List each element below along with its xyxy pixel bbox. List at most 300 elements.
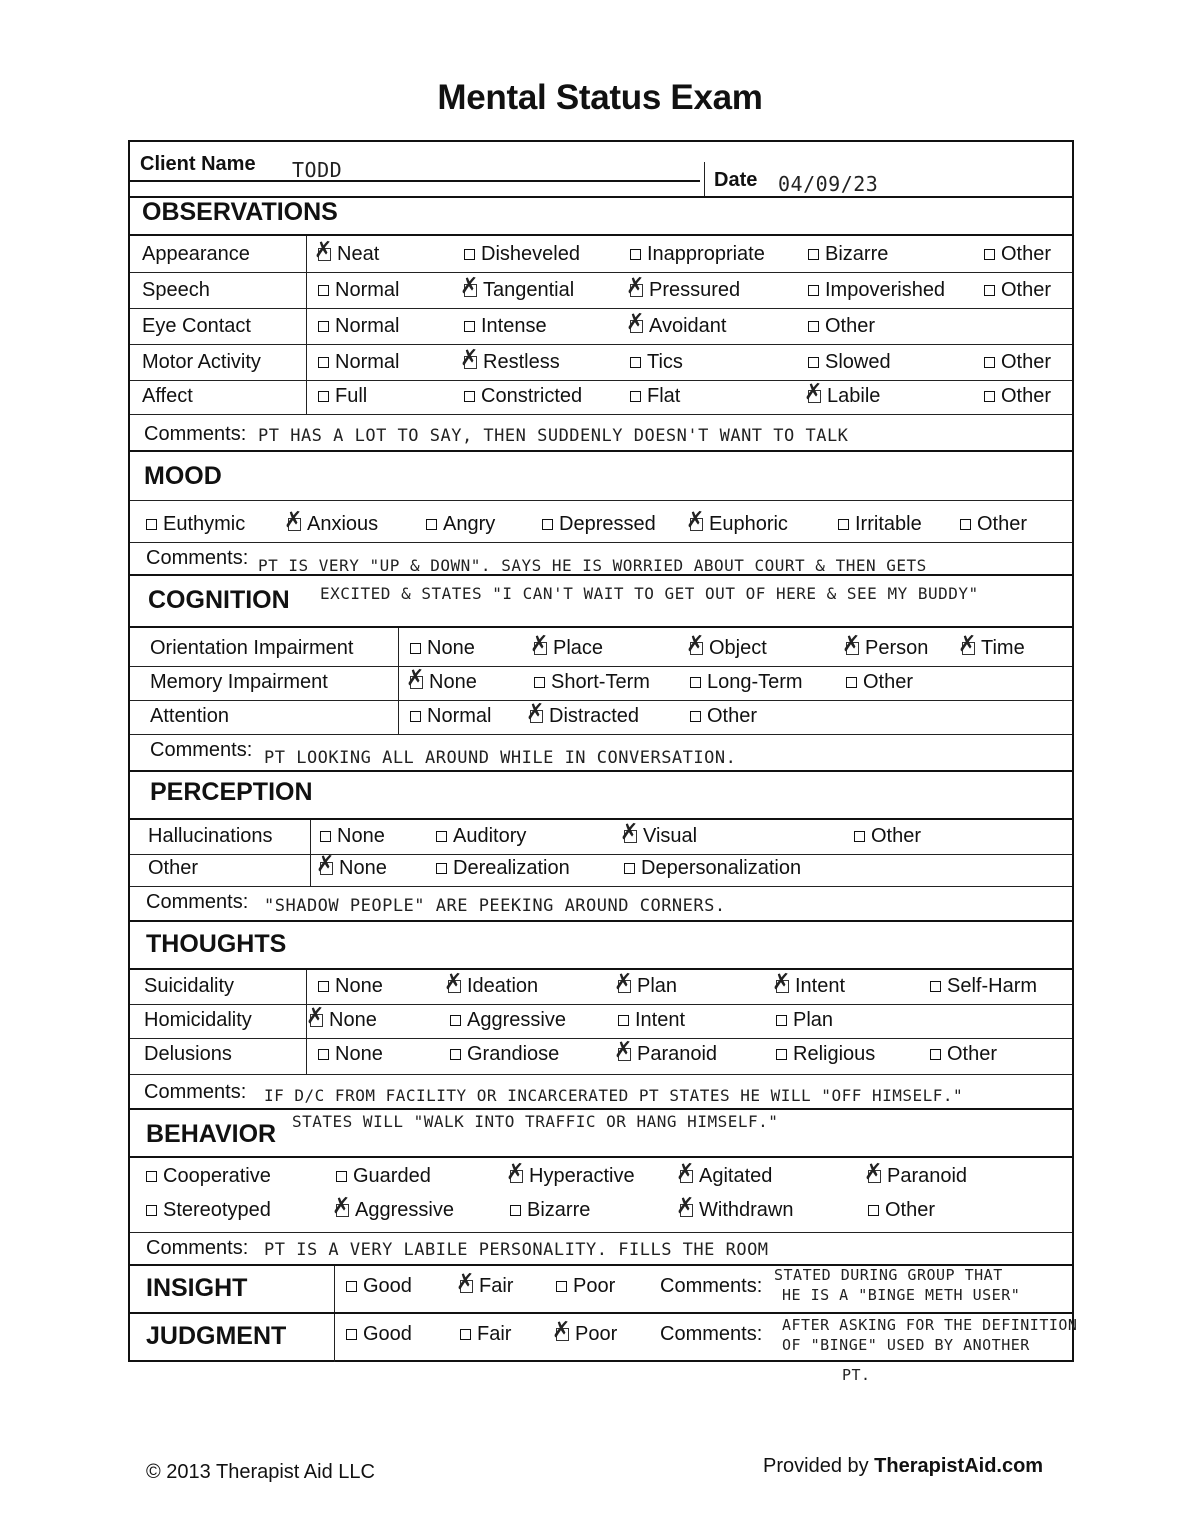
checked-checkbox-icon[interactable] [680, 1204, 693, 1217]
thoughts-comment-line1[interactable]: IF D/C FROM FACILITY OR INCARCERATED PT STATES HE WILL "OFF HIMSELF." [264, 1086, 964, 1105]
checked-checkbox-icon[interactable] [690, 642, 703, 655]
option-label: Intent [635, 1009, 686, 1031]
option-label: Aggressive [467, 1009, 566, 1031]
rule [130, 666, 1072, 667]
option-label: Intent [795, 975, 846, 997]
option-fair[interactable] [460, 1276, 513, 1296]
option-fair[interactable] [460, 1324, 511, 1344]
option-intent[interactable] [618, 1010, 685, 1030]
option-normal[interactable] [318, 352, 399, 372]
option-avoidant[interactable] [630, 316, 726, 336]
footer-brand: TherapistAid.com [874, 1455, 1044, 1477]
option-other[interactable] [984, 386, 1051, 406]
checkbox-icon[interactable] [984, 391, 995, 402]
rule [130, 380, 1072, 381]
checked-checkbox-icon[interactable] [460, 1280, 473, 1293]
option-other[interactable] [846, 672, 913, 692]
rule [130, 968, 1072, 970]
option-other[interactable] [868, 1200, 935, 1220]
option-disheveled[interactable] [464, 244, 580, 264]
option-inappropriate[interactable] [630, 244, 765, 264]
checkbox-icon[interactable] [984, 357, 995, 368]
option-full[interactable] [318, 386, 367, 406]
rule [130, 920, 1072, 922]
checkbox-icon[interactable] [410, 711, 421, 722]
option-label: Normal [335, 315, 400, 337]
option-label: Paranoid [887, 1165, 968, 1187]
option-aggressive[interactable] [450, 1010, 566, 1030]
option-labile[interactable] [808, 386, 880, 406]
option-restless[interactable] [464, 352, 560, 372]
option-pressured[interactable] [630, 280, 740, 300]
option-cooperative[interactable] [146, 1166, 271, 1186]
checkbox-icon[interactable] [808, 357, 819, 368]
option-label: Other [871, 825, 922, 847]
option-other[interactable] [984, 280, 1051, 300]
checkbox-icon[interactable] [630, 249, 641, 260]
cognition-comment[interactable]: PT LOOKING ALL AROUND WHILE IN CONVERSATION. [264, 748, 737, 768]
option-label: Intense [481, 315, 547, 337]
label-column-divider [306, 236, 307, 414]
rule [130, 700, 1072, 701]
checked-checkbox-icon[interactable] [336, 1204, 349, 1217]
checkbox-icon[interactable] [464, 391, 475, 402]
rule [130, 1232, 1072, 1233]
checkbox-icon[interactable] [464, 321, 475, 332]
option-bizarre[interactable] [510, 1200, 590, 1220]
checkbox-icon[interactable] [450, 1049, 461, 1060]
checked-checkbox-icon[interactable] [630, 284, 643, 297]
behavior-comments-label: Comments: [146, 1237, 249, 1259]
option-poor[interactable] [556, 1324, 617, 1344]
option-euthymic[interactable] [146, 514, 245, 534]
mood-comment-line1[interactable]: PT IS VERY "UP & DOWN". SAYS HE IS WORRIED ABOUT COURT & THEN GETS [258, 556, 927, 575]
option-hyperactive[interactable] [510, 1166, 635, 1186]
rule [130, 1074, 1072, 1075]
option-label: Good [363, 1323, 412, 1345]
option-good[interactable] [346, 1324, 412, 1344]
section-judgment: JUDGMENT [146, 1322, 287, 1350]
checkbox-icon[interactable] [624, 863, 635, 874]
option-time[interactable] [962, 638, 1025, 658]
rule [130, 344, 1072, 345]
section-cognition: COGNITION [148, 586, 290, 614]
option-none[interactable] [318, 1044, 383, 1064]
checkbox-icon[interactable] [808, 321, 819, 332]
mse-form [128, 140, 1078, 1362]
option-paranoid[interactable] [868, 1166, 967, 1186]
behavior-comment[interactable]: PT IS A VERY LABILE PERSONALITY. FILLS THE ROOM [264, 1240, 769, 1260]
checked-checkbox-icon[interactable] [808, 390, 821, 403]
option-label: Other [1001, 243, 1052, 265]
option-agitated[interactable] [680, 1166, 772, 1186]
checkbox-icon[interactable] [146, 519, 157, 530]
checked-checkbox-icon[interactable] [530, 710, 543, 723]
option-neat[interactable] [318, 244, 379, 264]
option-label: Person [865, 637, 929, 659]
option-none[interactable] [310, 1010, 377, 1030]
checked-checkbox-icon[interactable] [624, 830, 637, 843]
checked-checkbox-icon[interactable] [618, 1048, 631, 1061]
option-short-term[interactable] [534, 672, 650, 692]
option-label: None [329, 1009, 377, 1031]
option-label: None [337, 825, 385, 847]
option-none[interactable] [320, 858, 387, 878]
option-label: Bizarre [527, 1199, 591, 1221]
option-poor[interactable] [556, 1276, 615, 1296]
section-perception: PERCEPTION [150, 778, 313, 806]
option-label: Pressured [649, 279, 741, 301]
option-none[interactable] [320, 826, 385, 846]
option-impoverished[interactable] [808, 280, 945, 300]
checked-checkbox-icon[interactable] [556, 1328, 569, 1341]
option-ideation[interactable] [448, 976, 538, 996]
option-withdrawn[interactable] [680, 1200, 793, 1220]
option-good[interactable] [346, 1276, 412, 1296]
option-place[interactable] [534, 638, 603, 658]
option-label: Neat [337, 243, 380, 265]
option-intense[interactable] [464, 316, 547, 336]
checkbox-icon[interactable] [618, 1015, 629, 1026]
option-label: None [335, 1043, 383, 1065]
option-long-term[interactable] [690, 672, 803, 692]
checked-checkbox-icon[interactable] [630, 320, 643, 333]
rule [130, 542, 1072, 543]
checkbox-icon[interactable] [838, 519, 849, 530]
option-auditory[interactable] [436, 826, 526, 846]
checked-checkbox-icon[interactable] [410, 676, 423, 689]
checkbox-icon[interactable] [318, 391, 329, 402]
option-label: Anxious [307, 513, 379, 535]
option-label: Visual [643, 825, 698, 847]
option-label: Avoidant [649, 315, 727, 337]
insight-comment-line1[interactable]: STATED DURING GROUP THAT [774, 1266, 1003, 1284]
rule [130, 1038, 1072, 1039]
option-label: Full [335, 385, 368, 407]
checkbox-icon[interactable] [930, 981, 941, 992]
row-label: Affect [142, 385, 193, 407]
option-label: Other [947, 1043, 998, 1065]
option-label: Poor [575, 1323, 618, 1345]
option-label: Other [825, 315, 876, 337]
option-guarded[interactable] [336, 1166, 431, 1186]
option-label: Irritable [855, 513, 922, 535]
rule [130, 450, 1072, 452]
option-slowed[interactable] [808, 352, 891, 372]
option-other[interactable] [930, 1044, 997, 1064]
row-label: Memory Impairment [150, 671, 328, 693]
option-label: Normal [335, 279, 400, 301]
rule [130, 770, 1072, 772]
option-label: Other [707, 705, 758, 727]
option-other[interactable] [808, 316, 875, 336]
option-label: Impoverished [825, 279, 946, 301]
checked-checkbox-icon[interactable] [690, 518, 703, 531]
checkbox-icon[interactable] [556, 1281, 567, 1292]
option-label: Disheveled [481, 243, 580, 265]
option-other[interactable] [984, 352, 1051, 372]
rule [130, 626, 1072, 628]
checked-checkbox-icon[interactable] [320, 862, 333, 875]
option-label: Place [553, 637, 604, 659]
option-aggressive[interactable] [336, 1200, 454, 1220]
checkbox-icon[interactable] [318, 357, 329, 368]
option-label: Normal [335, 351, 400, 373]
checkbox-icon[interactable] [542, 519, 553, 530]
rule [130, 854, 1072, 855]
row-label: Orientation Impairment [150, 637, 354, 659]
option-label: Normal [427, 705, 492, 727]
option-label: Long-Term [707, 671, 803, 693]
checkbox-icon[interactable] [534, 677, 545, 688]
checkbox-icon[interactable] [630, 357, 641, 368]
option-label: Angry [443, 513, 496, 535]
date-label: Date [714, 169, 758, 191]
option-label: Self-Harm [947, 975, 1038, 997]
judgment-comment-line1[interactable]: AFTER ASKING FOR THE DEFINITION [782, 1316, 1078, 1334]
option-label: Plan [637, 975, 678, 997]
checkbox-icon[interactable] [146, 1205, 157, 1216]
option-label: Ideation [467, 975, 539, 997]
option-visual[interactable] [624, 826, 697, 846]
option-normal[interactable] [318, 280, 399, 300]
footer-provided [763, 1456, 1043, 1476]
option-label: Flat [647, 385, 681, 407]
checkbox-icon[interactable] [510, 1205, 521, 1216]
option-label: None [429, 671, 477, 693]
checked-checkbox-icon[interactable] [776, 980, 789, 993]
checkbox-icon[interactable] [630, 391, 641, 402]
rule [130, 500, 1072, 501]
row-label: Hallucinations [148, 825, 273, 847]
checkbox-icon[interactable] [346, 1281, 357, 1292]
checked-checkbox-icon[interactable] [510, 1170, 523, 1183]
option-bizarre[interactable] [808, 244, 888, 264]
checked-checkbox-icon[interactable] [618, 980, 631, 993]
option-label: Tangential [483, 279, 575, 301]
option-label: Agitated [699, 1165, 773, 1187]
checked-checkbox-icon[interactable] [846, 642, 859, 655]
checkbox-icon[interactable] [318, 981, 329, 992]
checkbox-icon[interactable] [450, 1015, 461, 1026]
option-other[interactable] [984, 244, 1051, 264]
header-divider [704, 162, 705, 196]
option-paranoid[interactable] [618, 1044, 717, 1064]
mood-comments-label: Comments: [146, 547, 249, 569]
option-label: Short-Term [551, 671, 650, 693]
checkbox-icon[interactable] [318, 1049, 329, 1060]
client-name-value[interactable]: TODD [292, 158, 343, 182]
option-label: Distracted [549, 705, 640, 727]
option-label: Aggressive [355, 1199, 454, 1221]
mood-comment-line2[interactable]: EXCITED & STATES "I CAN'T WAIT TO GET OUT OF HERE & SEE MY BUDDY" [320, 584, 979, 603]
rule [130, 734, 1072, 735]
checkbox-icon[interactable] [960, 519, 971, 530]
row-label: Motor Activity [142, 351, 261, 373]
section-insight: INSIGHT [146, 1274, 248, 1302]
rule [130, 818, 1072, 820]
date-value[interactable]: 04/09/23 [778, 172, 879, 196]
label-column-divider [334, 1266, 335, 1362]
checkbox-icon[interactable] [868, 1205, 879, 1216]
section-observations: OBSERVATIONS [142, 198, 338, 226]
option-label: Inappropriate [647, 243, 765, 265]
option-label: None [339, 857, 387, 879]
checkbox-icon[interactable] [336, 1171, 347, 1182]
option-label: None [335, 975, 383, 997]
checkbox-icon[interactable] [436, 863, 447, 874]
rule [130, 1312, 1072, 1314]
option-depersonalization[interactable] [624, 858, 801, 878]
checkbox-icon[interactable] [854, 831, 865, 842]
option-angry[interactable] [426, 514, 495, 534]
perception-comment[interactable]: "SHADOW PEOPLE" ARE PEEKING AROUND CORNERS. [264, 896, 726, 916]
checked-checkbox-icon[interactable] [868, 1170, 881, 1183]
checkbox-icon[interactable] [436, 831, 447, 842]
checked-checkbox-icon[interactable] [310, 1014, 323, 1027]
option-irritable[interactable] [838, 514, 922, 534]
checkbox-icon[interactable] [318, 321, 329, 332]
option-grandiose[interactable] [450, 1044, 559, 1064]
option-label: Tics [647, 351, 683, 373]
option-label: Grandiose [467, 1043, 560, 1065]
checkbox-icon[interactable] [460, 1329, 471, 1340]
option-label: Auditory [453, 825, 527, 847]
checked-checkbox-icon[interactable] [464, 356, 477, 369]
option-label: Fair [479, 1275, 514, 1297]
checkbox-icon[interactable] [410, 643, 421, 654]
option-plan[interactable] [618, 976, 677, 996]
option-derealization[interactable] [436, 858, 570, 878]
option-plan[interactable] [776, 1010, 833, 1030]
checkbox-icon[interactable] [690, 677, 701, 688]
option-label: Stereotyped [163, 1199, 271, 1221]
row-label: Homicidality [144, 1009, 252, 1031]
option-label: Euphoric [709, 513, 788, 535]
option-label: Other [1001, 385, 1052, 407]
option-label: Good [363, 1275, 412, 1297]
option-distracted[interactable] [530, 706, 639, 726]
option-other[interactable] [854, 826, 921, 846]
option-label: Other [885, 1199, 936, 1221]
checked-checkbox-icon[interactable] [680, 1170, 693, 1183]
insight-comments-label: Comments: [660, 1275, 763, 1297]
checkbox-icon[interactable] [318, 285, 329, 296]
checked-checkbox-icon[interactable] [962, 642, 975, 655]
option-religious[interactable] [776, 1044, 875, 1064]
option-none[interactable] [410, 672, 477, 692]
option-tangential[interactable] [464, 280, 574, 300]
option-other[interactable] [960, 514, 1027, 534]
checked-checkbox-icon[interactable] [318, 248, 331, 261]
rule [130, 1156, 1072, 1158]
checked-checkbox-icon[interactable] [448, 980, 461, 993]
option-normal[interactable] [410, 706, 491, 726]
option-none[interactable] [318, 976, 383, 996]
thoughts-comment-line2[interactable]: STATES WILL "WALK INTO TRAFFIC OR HANG HIMSELF." [292, 1112, 779, 1131]
rule [130, 886, 1072, 887]
row-label: Delusions [144, 1043, 232, 1065]
footer-copyright: © 2013 Therapist Aid LLC [146, 1461, 375, 1483]
option-self-harm[interactable] [930, 976, 1037, 996]
footer-provided-prefix: Provided by [763, 1455, 875, 1477]
rule [130, 414, 1072, 415]
checked-checkbox-icon[interactable] [288, 518, 301, 531]
option-label: Hyperactive [529, 1165, 635, 1187]
option-none[interactable] [410, 638, 475, 658]
checkbox-icon[interactable] [320, 831, 331, 842]
option-other[interactable] [690, 706, 757, 726]
judgment-comments-label: Comments: [660, 1323, 763, 1345]
option-flat[interactable] [630, 386, 680, 406]
label-column-divider [398, 628, 399, 734]
checkbox-icon[interactable] [776, 1015, 787, 1026]
option-label: Religious [793, 1043, 876, 1065]
checkbox-icon[interactable] [464, 249, 475, 260]
rule [130, 308, 1072, 309]
option-label: Labile [827, 385, 881, 407]
option-intent[interactable] [776, 976, 845, 996]
rule [130, 1108, 1072, 1110]
option-label: Euthymic [163, 513, 246, 535]
option-anxious[interactable] [288, 514, 378, 534]
checkbox-icon[interactable] [776, 1049, 787, 1060]
option-label: Guarded [353, 1165, 431, 1187]
option-label: Bizarre [825, 243, 889, 265]
option-euphoric[interactable] [690, 514, 788, 534]
row-label: Eye Contact [142, 315, 251, 337]
option-label: None [427, 637, 475, 659]
checkbox-icon[interactable] [690, 711, 701, 722]
option-object[interactable] [690, 638, 767, 658]
option-label: Cooperative [163, 1165, 271, 1187]
option-constricted[interactable] [464, 386, 582, 406]
option-person[interactable] [846, 638, 928, 658]
client-underline [130, 180, 700, 182]
observations-comment[interactable]: PT HAS A LOT TO SAY, THEN SUDDENLY DOESN'T WANT TO TALK [258, 426, 849, 446]
option-label: Derealization [453, 857, 570, 879]
judgment-comment-line2[interactable]: OF "BINGE" USED BY ANOTHER [782, 1336, 1030, 1354]
checkbox-icon[interactable] [846, 677, 857, 688]
option-label: Time [981, 637, 1025, 659]
option-stereotyped[interactable] [146, 1200, 271, 1220]
checkbox-icon[interactable] [146, 1171, 157, 1182]
checkbox-icon[interactable] [346, 1329, 357, 1340]
checkbox-icon[interactable] [426, 519, 437, 530]
option-label: Fair [477, 1323, 512, 1345]
option-depressed[interactable] [542, 514, 656, 534]
option-label: Other [863, 671, 914, 693]
checkbox-icon[interactable] [930, 1049, 941, 1060]
insight-comment-line2[interactable]: HE IS A "BINGE METH USER" [782, 1286, 1021, 1304]
row-label: Other [148, 857, 199, 879]
page-title: Mental Status Exam [437, 78, 763, 117]
cognition-comments-label: Comments: [150, 739, 253, 761]
checked-checkbox-icon[interactable] [534, 642, 547, 655]
checkbox-icon[interactable] [808, 285, 819, 296]
judgment-comment-line3[interactable]: PT. [842, 1366, 871, 1384]
option-label: Other [977, 513, 1028, 535]
checkbox-icon[interactable] [984, 249, 995, 260]
option-tics[interactable] [630, 352, 683, 372]
option-label: Object [709, 637, 767, 659]
checkbox-icon[interactable] [808, 249, 819, 260]
section-behavior: BEHAVIOR [146, 1120, 277, 1148]
checkbox-icon[interactable] [984, 285, 995, 296]
checked-checkbox-icon[interactable] [464, 284, 477, 297]
observations-comments-label: Comments: [144, 423, 247, 445]
option-normal[interactable] [318, 316, 399, 336]
